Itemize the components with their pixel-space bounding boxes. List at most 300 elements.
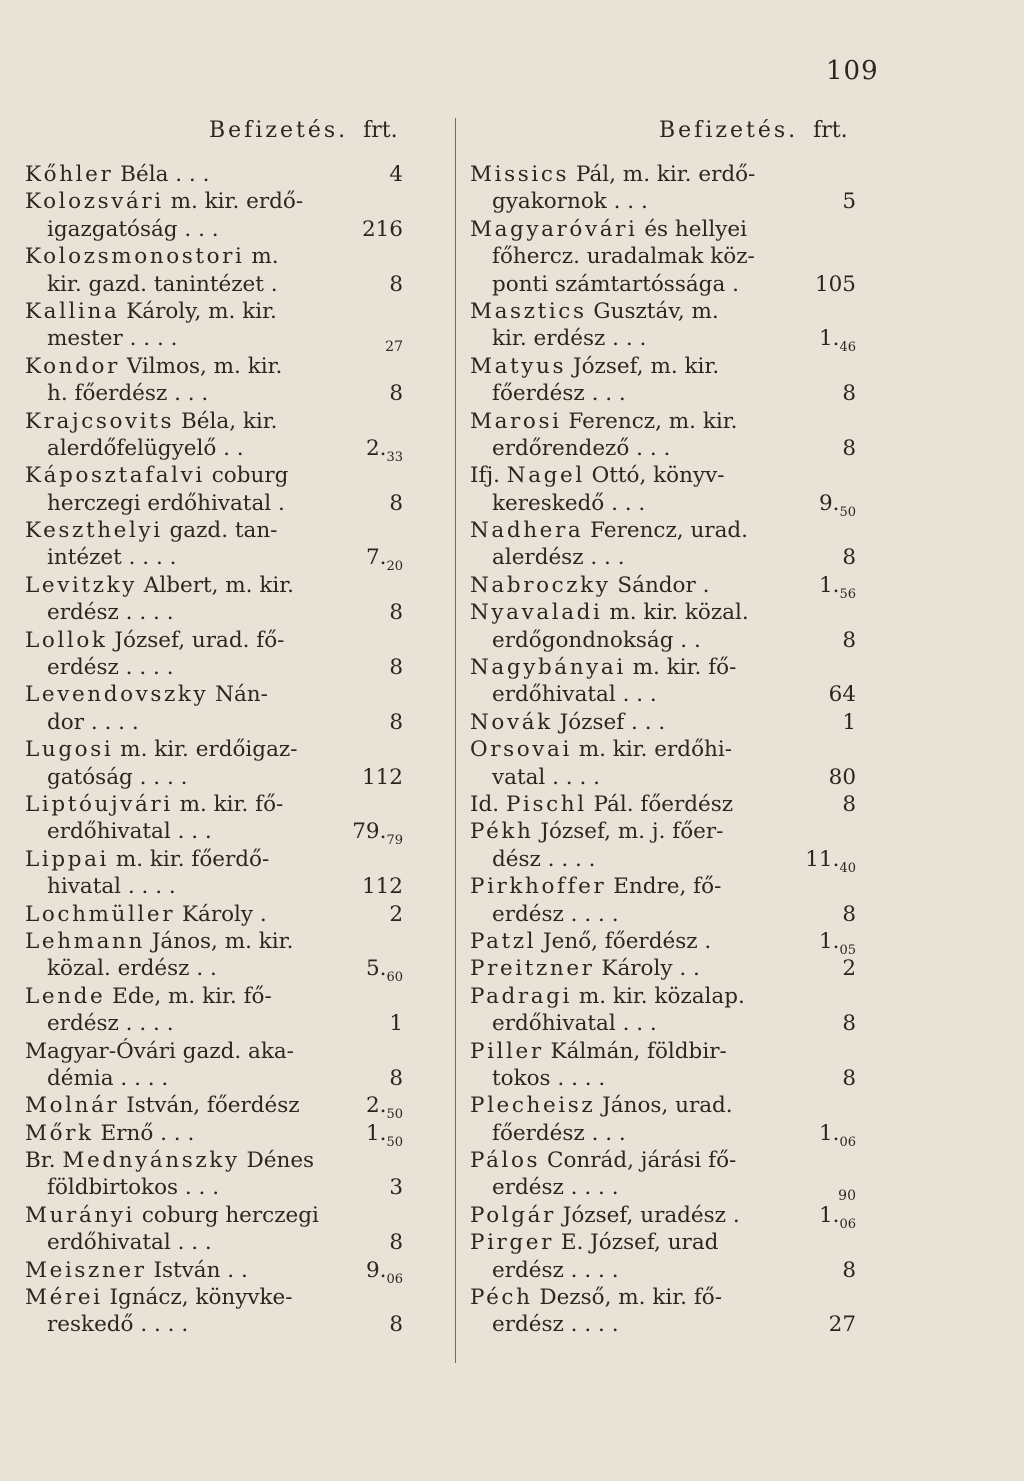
entry-text <box>25 1038 294 1065</box>
entry-name: Masztics <box>470 298 587 324</box>
amount-fraction: 40 <box>839 860 856 876</box>
entry-line <box>25 380 405 407</box>
header-label: Befizetés. <box>209 118 349 143</box>
entry-text <box>470 490 645 517</box>
entry-text <box>25 627 284 654</box>
entry-rest: erdőrendező . . . <box>492 435 671 461</box>
entry-prefix: Id. <box>470 791 506 817</box>
entry-text <box>470 1010 657 1037</box>
entry-line <box>25 983 405 1010</box>
entry-rest: m. kir. közal. <box>602 600 749 626</box>
amount-value: 8 <box>389 1065 403 1091</box>
entry-rest: közal. erdész . . <box>47 956 217 982</box>
entry-amount <box>819 1202 856 1232</box>
entry-rest: József, m. j. főer- <box>533 819 724 845</box>
entry-name: Magyaróvári <box>470 216 638 242</box>
entry-rest: erdőhivatal . . . <box>492 682 657 708</box>
entry-rest: főhercz. uradalmak köz- <box>492 244 755 270</box>
entry-prefix: Br. <box>25 1148 63 1174</box>
amount-value: 1 <box>842 709 856 735</box>
entry-line <box>470 764 870 791</box>
entry-amount <box>829 681 856 708</box>
entry-rest: Gusztáv, m. <box>586 298 719 324</box>
entry-rest: m. kir. közalap. <box>572 983 745 1009</box>
entry-line <box>470 243 870 270</box>
entry-line <box>25 517 405 544</box>
entry-text <box>470 1202 740 1229</box>
entry-line <box>470 1092 870 1119</box>
entry-rest: erdész . . . . <box>492 1175 619 1201</box>
entry-amount <box>842 544 856 571</box>
entry-amount <box>389 654 403 681</box>
entry-amount <box>819 1120 856 1150</box>
entry-name: Polgár <box>470 1202 556 1228</box>
entry-amount <box>842 627 856 654</box>
entry-text <box>25 271 278 298</box>
entry-rest: m. kir. fő- <box>172 791 284 817</box>
entry-amount <box>389 161 403 188</box>
entry-rest: Jenő, főerdész . <box>536 928 712 954</box>
entry-line <box>470 325 870 356</box>
entry-line <box>470 627 870 654</box>
entry-rest: démia . . . . <box>47 1065 169 1091</box>
entry-rest: erdőgondnokság . . <box>492 627 701 653</box>
entry-rest: József, uradész . <box>555 1202 740 1228</box>
entry-name: Piller <box>470 1038 544 1064</box>
amount-value: 8 <box>842 435 856 461</box>
entry-text <box>470 599 749 626</box>
entry-amount <box>389 271 403 298</box>
entry-line <box>25 325 405 356</box>
entry-name: Orsovai <box>470 737 572 763</box>
entry-text <box>470 818 723 845</box>
entry-line <box>25 1257 405 1287</box>
entry-line <box>470 1038 870 1065</box>
amount-fraction: 56 <box>839 586 856 602</box>
amount-value: 27 <box>828 1312 856 1338</box>
entry-rest: Ferencz, m. kir. <box>561 408 738 434</box>
amount-value: 11. <box>805 846 840 872</box>
entry-line <box>470 1311 870 1338</box>
entry-text <box>25 1311 188 1338</box>
entry-line <box>470 1174 870 1205</box>
entry-amount <box>819 325 856 355</box>
entry-text <box>25 681 268 708</box>
entry-rest: h. főerdész . . . <box>47 381 209 407</box>
entry-name: Murányi <box>25 1202 136 1228</box>
entry-line <box>470 599 870 626</box>
entry-rest: Nán- <box>208 682 268 708</box>
amount-value: 8 <box>389 490 403 516</box>
amount-fraction: 05 <box>839 942 856 958</box>
entry-amount <box>362 216 403 243</box>
entry-rest: Károly . . <box>594 956 700 982</box>
entry-amount <box>366 544 403 574</box>
entry-name: Nagybányai <box>470 655 626 681</box>
amount-fraction: 79 <box>386 833 403 849</box>
column-header-right <box>659 118 848 143</box>
entry-rest: Ernő . . . <box>93 1120 195 1146</box>
entry-line <box>470 791 870 818</box>
entry-rest: és hellyei <box>637 216 747 242</box>
entry-text <box>470 1038 727 1065</box>
header-unit: frt. <box>363 118 398 143</box>
amount-value: 112 <box>361 764 403 790</box>
entry-line <box>25 1038 405 1065</box>
entry-name: Kolozsvári <box>25 189 164 215</box>
entry-text <box>470 846 596 873</box>
entry-name: Kallina <box>25 298 120 324</box>
entry-rest: mester . . . . <box>47 326 178 352</box>
entry-name: Matyus <box>470 353 567 379</box>
entry-rest: ponti számtartóssága . <box>492 271 739 297</box>
entry-rest: Ottó, könyv- <box>584 463 725 489</box>
amount-value: 1. <box>818 572 840 598</box>
entry-text <box>470 1311 619 1338</box>
entry-rest: kir. erdész . . . <box>492 326 647 352</box>
entry-line <box>470 353 870 380</box>
entry-rest: Béla . . . <box>113 162 210 187</box>
entry-line <box>25 901 405 928</box>
entry-rest: igazgatóság . . . <box>47 216 219 242</box>
entry-text <box>25 709 139 736</box>
entry-amount <box>819 490 856 520</box>
entry-line <box>470 681 870 708</box>
entry-rest: István . . <box>146 1257 248 1283</box>
entry-line <box>25 818 405 849</box>
entry-text <box>470 435 670 462</box>
entry-rest: főerdész . . . <box>492 1120 626 1146</box>
entry-amount <box>366 1120 403 1150</box>
entry-rest: herczegi erdőhivatal . <box>47 490 285 516</box>
entry-text <box>25 1257 248 1284</box>
entry-rest: Endre, fő- <box>606 874 722 900</box>
entry-amount <box>366 1257 403 1287</box>
entry-text <box>470 873 721 900</box>
entry-name: Nagel <box>506 463 585 489</box>
amount-value: 8 <box>842 627 856 653</box>
entry-line <box>25 1311 405 1338</box>
entry-line <box>470 271 870 298</box>
entry-text <box>470 1257 619 1284</box>
amount-fraction: 50 <box>386 1134 403 1150</box>
amount-value: 8 <box>389 655 403 681</box>
entry-rest: kereskedő . . . <box>492 490 646 516</box>
entry-rest: erdész . . . . <box>47 600 174 626</box>
entry-rest: Ede, m. kir. fő- <box>105 983 272 1009</box>
entry-text <box>25 599 174 626</box>
entry-name: Mérei <box>25 1285 103 1311</box>
entry-line <box>25 490 405 517</box>
entry-text <box>470 325 646 352</box>
entry-text <box>470 1229 718 1256</box>
entry-amount <box>838 1174 856 1204</box>
entry-amount <box>352 818 403 848</box>
entry-text <box>25 298 277 325</box>
entry-line <box>25 599 405 626</box>
amount-value: 2. <box>365 1093 387 1119</box>
amount-value: 8 <box>842 1065 856 1091</box>
entry-rest: Dezső, m. kir. fő- <box>532 1285 722 1311</box>
entry-text <box>25 1120 194 1147</box>
amount-value: 1. <box>818 928 840 954</box>
entry-rest: m. kir. erdőhi- <box>571 737 732 763</box>
entry-text <box>25 928 293 955</box>
entry-rest: Károly, m. kir. <box>119 298 277 324</box>
entry-name: Pékh <box>470 819 534 845</box>
amount-value: 2 <box>389 901 403 927</box>
amount-value: 80 <box>828 764 856 790</box>
amount-value: 8 <box>842 545 856 571</box>
entry-text <box>25 1092 300 1119</box>
entry-text <box>470 243 755 270</box>
entry-rest: reskedő . . . . <box>47 1312 189 1338</box>
amount-value: 8 <box>842 901 856 927</box>
entry-line <box>25 873 405 900</box>
entry-text <box>470 1147 736 1174</box>
entry-text <box>25 353 282 380</box>
amount-fraction: 60 <box>386 970 403 986</box>
entry-amount <box>842 188 856 215</box>
entry-amount <box>366 1092 403 1122</box>
entry-text <box>470 983 745 1010</box>
entry-amount <box>842 1010 856 1037</box>
entry-name: Missics <box>470 162 570 187</box>
entry-line <box>470 1010 870 1037</box>
entry-rest: m. kir. erdőigaz- <box>113 737 298 763</box>
entry-line <box>470 462 870 489</box>
entry-text <box>25 544 176 571</box>
amount-value: 8 <box>389 381 403 407</box>
entry-text <box>470 462 725 489</box>
entry-name: Mőrk <box>25 1120 94 1146</box>
entry-name: Lochmüller <box>25 901 176 927</box>
entry-line <box>25 243 405 270</box>
amount-value: 1. <box>818 1120 840 1146</box>
amount-value: 9. <box>818 490 840 516</box>
entry-text <box>25 1284 293 1311</box>
entry-text <box>25 1147 314 1174</box>
amount-value: 8 <box>842 1011 856 1037</box>
entry-name: Pirger <box>470 1230 554 1256</box>
entry-rest: János, urad. <box>595 1093 733 1119</box>
entry-line <box>470 955 870 982</box>
entry-rest: József, urad. fő- <box>107 627 285 653</box>
entry-amount <box>389 1010 403 1037</box>
entry-amount <box>815 271 856 298</box>
entry-text <box>470 654 736 681</box>
entry-line <box>25 1147 405 1174</box>
amount-value: 8 <box>842 791 856 817</box>
entry-text <box>25 654 174 681</box>
entry-line <box>470 188 870 215</box>
amount-fraction: 27 <box>385 339 403 356</box>
entry-amount <box>366 955 403 985</box>
entry-text <box>25 1174 219 1201</box>
right-column <box>470 161 870 1339</box>
entry-line <box>25 681 405 708</box>
entry-text <box>470 709 665 736</box>
entry-line <box>25 1229 405 1256</box>
amount-value: 9. <box>365 1257 387 1283</box>
entry-text <box>25 380 208 407</box>
entry-line <box>25 1202 405 1229</box>
entry-line <box>25 408 405 435</box>
entry-name: Lippai <box>25 846 109 872</box>
amount-fraction: 50 <box>839 504 856 520</box>
amount-value: 8 <box>842 381 856 407</box>
entry-amount <box>362 873 403 900</box>
entry-line <box>470 1257 870 1284</box>
entry-rest: m. kir. erdő- <box>163 189 304 215</box>
entry-text <box>470 161 755 188</box>
entry-rest: m. <box>244 244 279 270</box>
entry-line <box>470 572 870 602</box>
entry-amount <box>842 1065 856 1092</box>
entry-text <box>470 380 626 407</box>
entry-name: Marosi <box>470 408 562 434</box>
amount-value: 1. <box>365 1120 387 1146</box>
entry-name: Pálos <box>470 1148 541 1174</box>
amount-value: 8 <box>842 1257 856 1283</box>
entry-text <box>470 791 733 818</box>
entry-text <box>470 572 709 599</box>
entry-amount <box>362 764 403 791</box>
entry-line <box>470 298 870 325</box>
entry-rest: főerdész . . . <box>492 381 626 407</box>
entry-line <box>25 161 405 188</box>
entry-name: Novák <box>470 709 553 735</box>
entry-rest: alerdész . . . <box>492 545 625 571</box>
entry-rest: József . . . <box>552 709 666 735</box>
entry-line <box>470 490 870 520</box>
entry-rest: Vilmos, m. kir. <box>119 353 283 379</box>
entry-amount <box>842 435 856 462</box>
amount-value: 1. <box>818 326 840 352</box>
entry-name: Levitzky <box>25 572 137 598</box>
entry-line <box>470 1229 870 1256</box>
entry-rest: Kálmán, földbir- <box>543 1038 727 1064</box>
entry-name: Patzl <box>470 928 537 954</box>
amount-value: 79. <box>352 819 387 845</box>
entry-text <box>470 901 619 928</box>
entry-rest: erdész . . . . <box>492 1257 619 1283</box>
entry-name: Molnár <box>25 1093 120 1119</box>
entry-amount <box>842 901 856 928</box>
entry-rest: Dénes <box>239 1148 315 1174</box>
entry-line <box>470 846 870 876</box>
entry-name: Pischl <box>505 791 587 817</box>
column-divider <box>455 118 456 1363</box>
amount-value: 8 <box>389 709 403 735</box>
entry-rest: erdész . . . . <box>47 655 174 681</box>
entry-line <box>25 1065 405 1092</box>
entry-name: Mednyánszky <box>62 1148 240 1174</box>
entry-line <box>470 380 870 407</box>
entry-amount <box>389 490 403 517</box>
amount-value: 216 <box>361 216 403 242</box>
entry-name: Plecheisz <box>470 1093 596 1119</box>
entry-line <box>25 188 405 215</box>
entry-text <box>470 408 737 435</box>
amount-fraction: 46 <box>839 340 856 356</box>
entry-text <box>25 490 285 517</box>
entry-rest: coburg herczegi <box>135 1202 319 1228</box>
entry-name: Kondor <box>25 353 120 379</box>
entry-line <box>25 572 405 599</box>
amount-fraction: 50 <box>386 1107 403 1123</box>
amount-value: 4 <box>389 162 403 187</box>
entry-text <box>470 188 648 215</box>
entry-prefix: Ifj. <box>470 463 507 489</box>
entry-rest: gazd. tan- <box>162 518 278 544</box>
entry-rest: dész . . . . <box>492 846 596 872</box>
amount-value: 8 <box>389 271 403 297</box>
entry-rest: E. József, urad <box>553 1230 719 1256</box>
entry-name: Krajcsovits <box>25 408 175 434</box>
entry-name: Lehmann <box>25 928 145 954</box>
entry-rest: erdőhivatal . . . <box>47 819 212 845</box>
entry-amount <box>389 380 403 407</box>
entry-line <box>470 901 870 928</box>
entry-text <box>25 325 177 352</box>
entry-rest: erdész . . . . <box>47 1011 174 1037</box>
entry-rest: m. kir. főerdő- <box>108 846 270 872</box>
entry-text <box>25 572 294 599</box>
amount-value: 1. <box>818 1202 840 1228</box>
entry-amount <box>819 928 856 958</box>
entry-text <box>470 353 719 380</box>
entry-line <box>25 1092 405 1123</box>
entry-line <box>25 353 405 380</box>
entry-line <box>470 1120 870 1150</box>
entry-name: Nabroczky <box>470 572 611 598</box>
entry-line <box>470 544 870 571</box>
amount-fraction: 06 <box>386 1271 403 1287</box>
entry-text <box>25 408 278 435</box>
entry-line <box>470 1147 870 1174</box>
entry-text <box>25 736 297 763</box>
amount-value: 2. <box>365 435 387 461</box>
entry-amount <box>842 709 856 736</box>
entry-text <box>25 791 283 818</box>
entry-rest: József, m. kir. <box>566 353 720 379</box>
entry-line <box>25 1174 405 1201</box>
entry-text <box>25 1065 168 1092</box>
entry-rest: Károly . <box>175 901 267 927</box>
entry-line <box>25 462 405 489</box>
entry-amount <box>842 955 856 982</box>
entry-text <box>25 846 269 873</box>
entry-line <box>470 983 870 1010</box>
entry-name: Péch <box>470 1285 533 1311</box>
entry-text <box>25 818 212 845</box>
entry-line <box>25 928 405 955</box>
entry-line <box>25 1284 405 1311</box>
entry-text <box>470 1092 733 1119</box>
entry-amount <box>389 709 403 736</box>
amount-fraction: 06 <box>839 1134 856 1150</box>
amount-value: 8 <box>389 1312 403 1338</box>
entry-rest: intézet . . . . <box>47 545 177 571</box>
entry-line <box>470 873 870 900</box>
entry-line <box>25 1010 405 1037</box>
amount-fraction: 90 <box>838 1188 856 1205</box>
entry-rest: kir. gazd. tanintézet . <box>47 271 278 297</box>
entry-line <box>470 928 870 958</box>
entry-text <box>25 435 244 462</box>
entry-text <box>25 1202 319 1229</box>
